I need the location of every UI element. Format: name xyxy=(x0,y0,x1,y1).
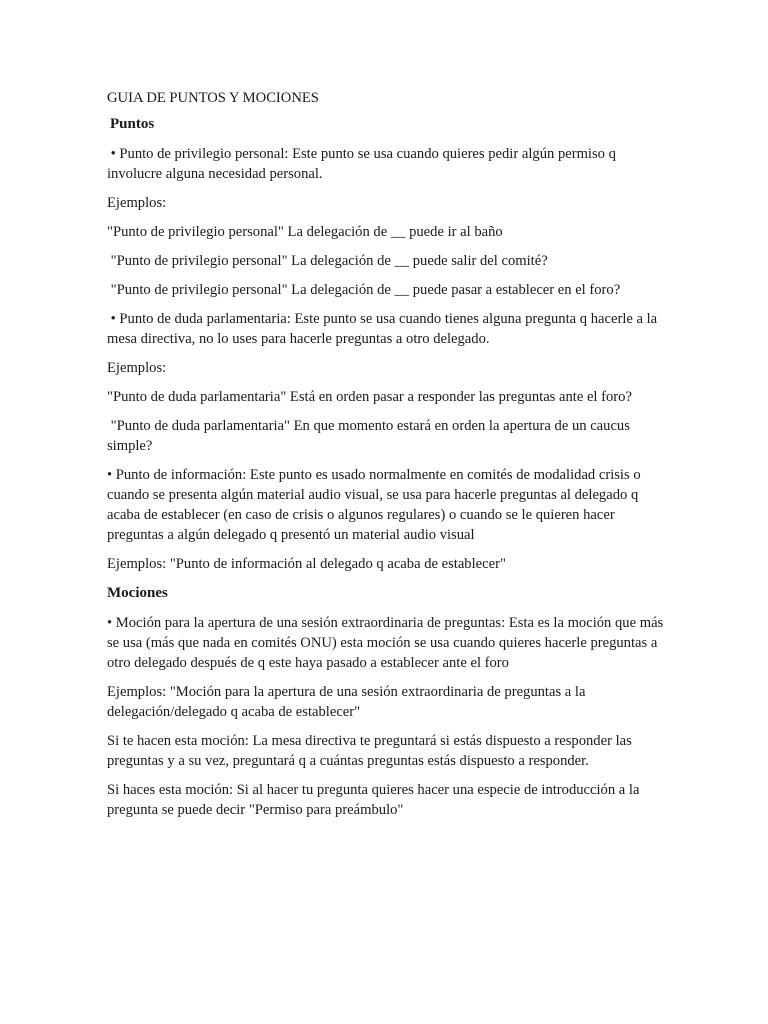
paragraph-punto-informacion: • Punto de información: Este punto es usado normalmente en comités de modalidad crisis o cuando se presenta algún material audio visual, se usa para hacerle preguntas al delegado q acaba de establecer (en caso de crisis o algunos regulares) o cuando se le quieren hacer preguntas a algún delegado q presentó un material audio visual xyxy=(107,467,645,543)
paragraph-example: "Punto de privilegio personal" La delegación de __ puede ir al baño xyxy=(107,224,503,240)
paragraph-example: Ejemplos: "Punto de información al delegado q acaba de establecer" xyxy=(107,556,506,572)
document-title: GUIA DE PUNTOS Y MOCIONES xyxy=(107,90,319,106)
paragraph-si-haces: Si haces esta moción: Si al hacer tu pregunta quieres hacer una especie de introducción a la pregunta se puede decir "Permiso para preámbulo" xyxy=(107,782,644,818)
paragraph-privilegio-personal: • Punto de privilegio personal: Este punto se usa cuando quieres pedir algún permiso q involucre alguna necesidad personal. xyxy=(107,146,620,182)
paragraph-mocion-sesion-extraordinaria: • Moción para la apertura de una sesión extraordinaria de preguntas: Esta es la moción que más se usa (más que nada en comités ONU) esta moción se usa cuando quieres hacerle preguntas a otro delegado después de q este haya pasado a establecer ante el foro xyxy=(107,615,667,671)
section-heading-puntos: Puntos xyxy=(110,116,155,132)
paragraph-example: "Punto de duda parlamentaria" Está en orden pasar a responder las preguntas ante el foro? xyxy=(107,389,632,405)
paragraph-example: "Punto de privilegio personal" La delegación de __ puede salir del comité? xyxy=(107,253,548,269)
paragraph-duda-parlamentaria: • Punto de duda parlamentaria: Este punto se usa cuando tienes alguna pregunta q hacerle a la mesa directiva, no lo uses para hacerle preguntas a otro delegado. xyxy=(107,311,661,347)
paragraph-ejemplos-label: Ejemplos: xyxy=(107,360,167,376)
document-body xyxy=(107,88,667,829)
paragraph-example: Ejemplos: "Moción para la apertura de una sesión extraordinaria de preguntas a la delegación/delegado q acaba de establecer" xyxy=(107,684,590,720)
section-heading-mociones: Mociones xyxy=(107,585,168,601)
paragraph-example: "Punto de duda parlamentaria" En que momento estará en orden la apertura de un caucus simple? xyxy=(107,418,634,454)
paragraph-ejemplos-label: Ejemplos: xyxy=(107,195,167,211)
paragraph-example: "Punto de privilegio personal" La delegación de __ puede pasar a establecer en el foro? xyxy=(107,282,621,298)
paragraph-si-te-hacen: Si te hacen esta moción: La mesa directiva te preguntará si estás dispuesto a responder las preguntas y a su vez, preguntará q a cuántas preguntas estás dispuesto a responder. xyxy=(107,733,636,769)
